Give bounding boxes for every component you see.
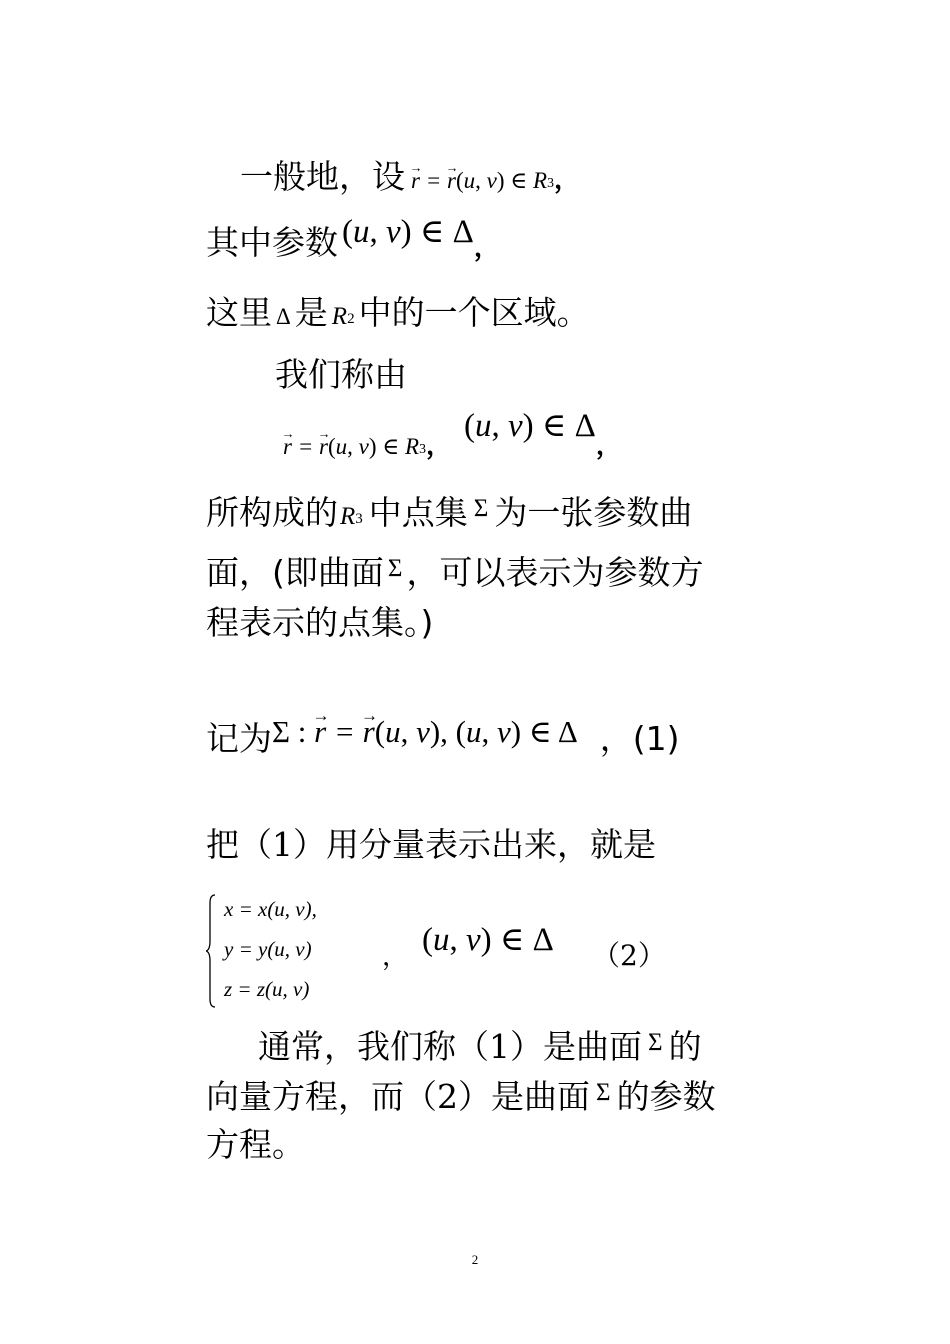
line-we-call: 我们称由: [275, 355, 407, 394]
equation-number-2: （2）: [592, 939, 666, 972]
parametric-system: [206, 893, 346, 1009]
surface-text-a: 面，(即曲面: [206, 553, 384, 592]
r2-symbol: R2: [331, 303, 355, 330]
parameter-domain: (u, v) ∈ Δ: [422, 922, 554, 958]
line-intro: [240, 157, 581, 196]
point-set-text-a: 所构成的: [206, 493, 338, 532]
left-brace-icon: [206, 893, 216, 1009]
usually-text-b: 的: [668, 1027, 702, 1066]
line-point-set: [206, 493, 693, 532]
vector-equation-inline: → r = → r(u, v) ∈ R3: [411, 168, 554, 193]
line-point-set-end: 程表示的点集。): [206, 603, 434, 642]
region-text-c: 中的一个区域。: [358, 293, 590, 332]
denote-text: 记为: [206, 719, 272, 758]
vector-equation-inline: → r = → r(u, v) ∈ R3: [283, 434, 426, 459]
region-text-b: 是: [294, 293, 328, 332]
sigma-symbol: Σ: [473, 495, 489, 522]
line-vector-equation: [206, 714, 680, 758]
equation-number-1: ，(1): [599, 719, 680, 758]
comma: ，: [595, 431, 622, 461]
line-usually: [258, 1027, 702, 1066]
point-set-text-b: 中点集: [368, 493, 468, 532]
parameter-domain: (u, v) ∈ Δ: [342, 214, 474, 250]
surface-text-b: ，可以表示为参数方: [406, 553, 704, 592]
line-components: 把（1）用分量表示出来，就是: [206, 825, 656, 864]
comma: ，: [554, 165, 581, 195]
system-row-x: x = x(u, v),: [224, 897, 317, 921]
region-text-a: 这里: [206, 293, 272, 332]
point-set-text-c: 为一张参数曲: [494, 493, 693, 532]
system-row-z: z = z(u, v): [224, 977, 310, 1001]
page-number: 2: [471, 1252, 479, 1267]
usually-text-a: 通常，我们称（1）是曲面: [258, 1027, 642, 1066]
line-equation-end: 方程。: [206, 1125, 305, 1164]
line-parameters: [206, 214, 500, 263]
line-surface: [206, 553, 704, 592]
line-vector-vs-parametric: [206, 1077, 716, 1116]
vector-equation-full: Σ : → r = → r(u, v), (u, v) ∈ Δ: [272, 714, 578, 749]
vector-text-b: 的参数: [616, 1077, 716, 1116]
intro-text: 一般地，设: [240, 157, 405, 196]
r3-symbol: R3: [340, 503, 363, 530]
sigma-symbol: Σ: [596, 1079, 611, 1106]
sigma-symbol: Σ: [648, 1029, 663, 1056]
line-region: [206, 293, 590, 332]
comma: ，: [473, 233, 500, 263]
separator: ，: [426, 431, 453, 461]
system-row-y: y = y(u, v): [224, 937, 312, 961]
parameter-domain: (u, v) ∈ Δ: [464, 408, 596, 444]
delta-symbol: Δ: [276, 304, 291, 329]
line-definition-math: [283, 408, 622, 461]
system-separator: ，: [382, 942, 409, 972]
parameters-text: 其中参数: [206, 223, 338, 262]
sigma-symbol: Σ: [387, 555, 403, 582]
vector-text-a: 向量方程，而（2）是曲面: [206, 1077, 590, 1116]
